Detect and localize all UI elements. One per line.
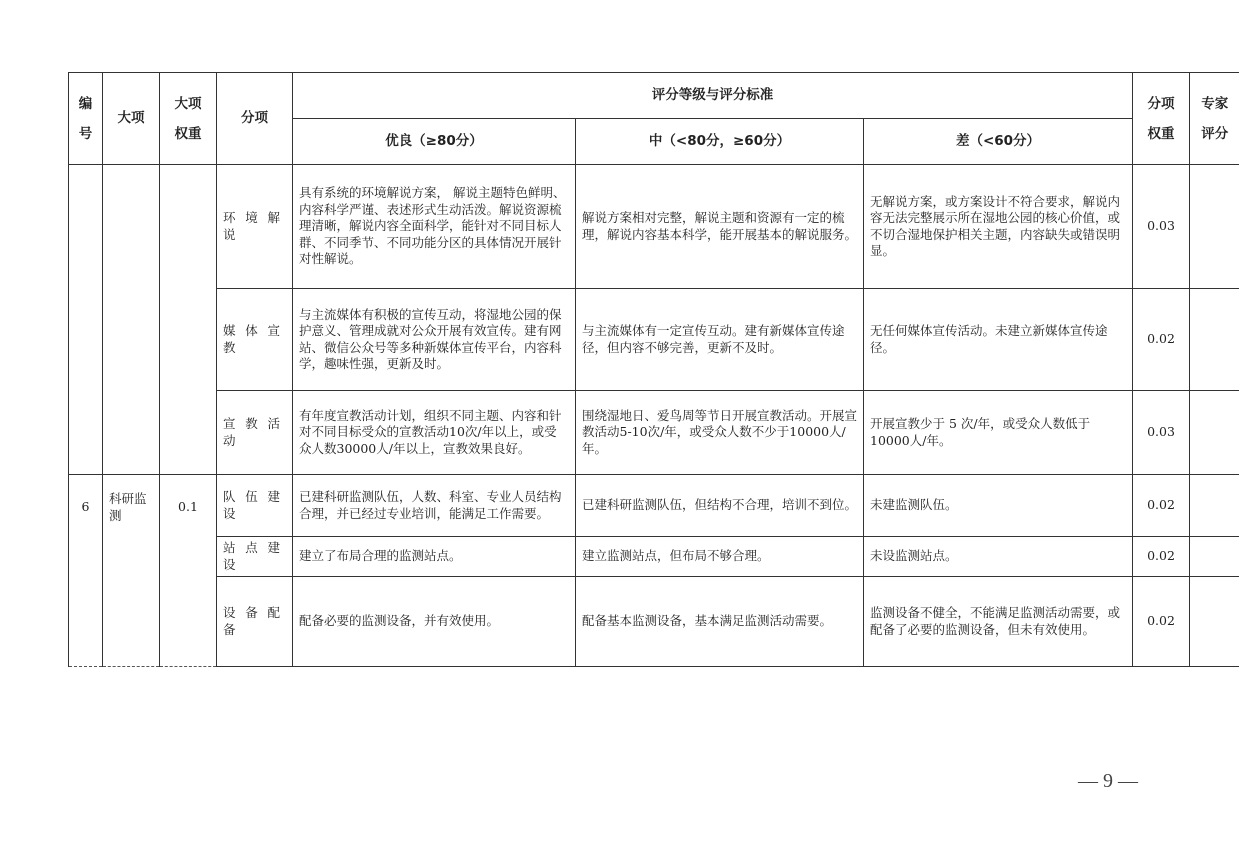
cell-category: 科研监测 [103, 475, 160, 667]
cell-poor: 监测设备不健全，不能满足监测活动需要，或配备了必要的监测设备，但未有效使用。 [864, 577, 1133, 667]
cell-poor: 无任何媒体宣传活动。未建立新媒体宣传途径。 [864, 289, 1133, 391]
header-category-weight: 大项权重 [160, 73, 217, 165]
cell-num [69, 165, 103, 475]
cell-category-weight [160, 165, 217, 475]
cell-weight: 0.03 [1133, 165, 1190, 289]
cell-good: 具有系统的环境解说方案， 解说主题特色鲜明、内容科学严谨、表述形式生动活泼。解说资源梳理清晰，解说内容全面科学，能针对不同目标人群、不同季节、不同功能分区的具体情况开展针对性解说。 [293, 165, 576, 289]
header-num: 编号 [69, 73, 103, 165]
page-number: — 9 — [1078, 770, 1138, 792]
header-expert: 专家评分 [1190, 73, 1239, 165]
cell-good: 已建科研监测队伍，人数、科室、专业人员结构合理，并已经过专业培训，能满足工作需要。 [293, 475, 576, 537]
header-criteria: 评分等级与评分标准 [293, 73, 1133, 119]
cell-subitem: 设备配备 [217, 577, 293, 667]
cell-weight: 0.02 [1133, 577, 1190, 667]
table-row [69, 475, 1239, 537]
cell-num: 6 [69, 475, 103, 667]
cell-good: 建立了布局合理的监测站点。 [293, 537, 576, 577]
cell-poor: 未设监测站点。 [864, 537, 1133, 577]
cell-medium: 围绕湿地日、爱鸟周等节日开展宣教活动。开展宣教活动5-10次/年，或受众人数不少于10000人/年。 [576, 391, 864, 475]
header-category: 大项 [103, 73, 160, 165]
table-row [69, 537, 1239, 577]
evaluation-table [68, 72, 1239, 667]
header-subitem: 分项 [217, 73, 293, 165]
cell-poor: 开展宣教少于 5 次/年，或受众人数低于10000人/年。 [864, 391, 1133, 475]
cell-subitem: 媒体宣教 [217, 289, 293, 391]
cell-good: 有年度宣教活动计划，组织不同主题、内容和针对不同目标受众的宣教活动10次/年以上，或受众人数30000人/年以上，宣教效果良好。 [293, 391, 576, 475]
table-row [69, 165, 1239, 289]
cell-medium: 配备基本监测设备，基本满足监测活动需要。 [576, 577, 864, 667]
cell-good: 与主流媒体有积极的宣传互动，将湿地公园的保护意义、管理成就对公众开展有效宣传。建有网站、微信公众号等多种新媒体宣传平台，内容科学，趣味性强，更新及时。 [293, 289, 576, 391]
header-sub-weight: 分项权重 [1133, 73, 1190, 165]
table-row [69, 289, 1239, 391]
cell-good: 配备必要的监测设备，并有效使用。 [293, 577, 576, 667]
cell-subitem: 宣教活动 [217, 391, 293, 475]
cell-expert[interactable] [1190, 165, 1239, 289]
cell-expert[interactable] [1190, 289, 1239, 391]
table-row [69, 391, 1239, 475]
cell-medium: 已建科研监测队伍，但结构不合理，培训不到位。 [576, 475, 864, 537]
cell-subitem: 站点建设 [217, 537, 293, 577]
cell-medium: 建立监测站点，但布局不够合理。 [576, 537, 864, 577]
header-poor: 差（<60分） [864, 119, 1133, 165]
cell-expert[interactable] [1190, 391, 1239, 475]
cell-subitem: 环境解说 [217, 165, 293, 289]
cell-medium: 解说方案相对完整，解说主题和资源有一定的梳理，解说内容基本科学，能开展基本的解说服务。 [576, 165, 864, 289]
cell-weight: 0.02 [1133, 289, 1190, 391]
cell-poor: 未建监测队伍。 [864, 475, 1133, 537]
cell-weight: 0.02 [1133, 537, 1190, 577]
cell-subitem: 队伍建设 [217, 475, 293, 537]
cell-weight: 0.03 [1133, 391, 1190, 475]
cell-expert[interactable] [1190, 537, 1239, 577]
cell-category [103, 165, 160, 475]
cell-category-weight: 0.1 [160, 475, 217, 667]
cell-medium: 与主流媒体有一定宣传互动。建有新媒体宣传途径，但内容不够完善，更新不及时。 [576, 289, 864, 391]
cell-expert[interactable] [1190, 475, 1239, 537]
header-good: 优良（≥80分） [293, 119, 576, 165]
cell-weight: 0.02 [1133, 475, 1190, 537]
cell-expert[interactable] [1190, 577, 1239, 667]
table-row [69, 577, 1239, 667]
cell-poor: 无解说方案，或方案设计不符合要求，解说内容无法完整展示所在湿地公园的核心价值，或不切合湿地保护相关主题，内容缺失或错误明显。 [864, 165, 1133, 289]
header-medium: 中（<80分，≥60分） [576, 119, 864, 165]
